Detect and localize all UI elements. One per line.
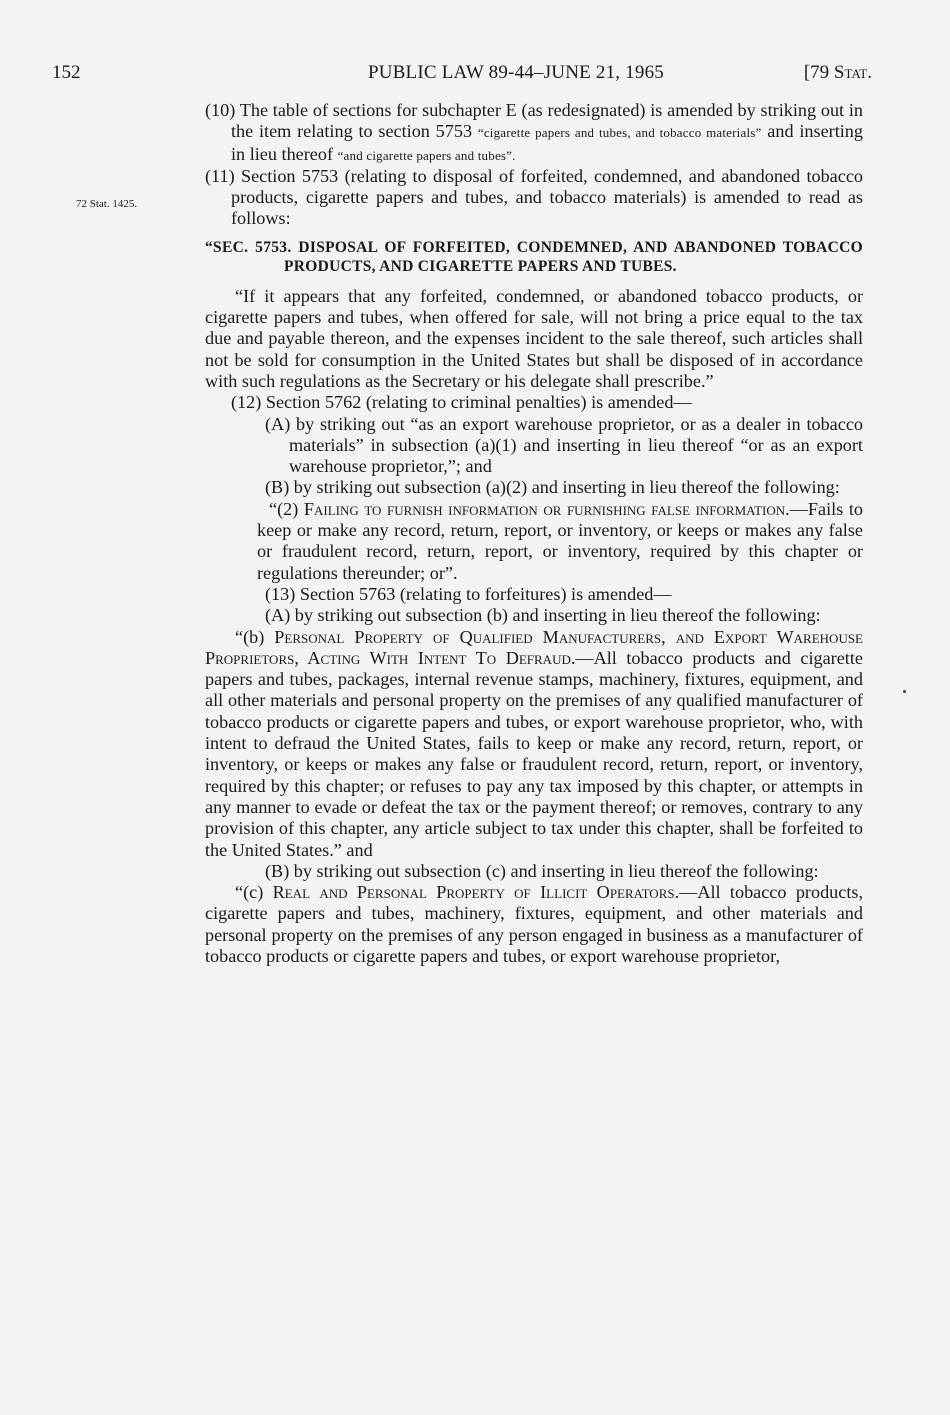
paragraph-12-b: (B) by striking out subsection (a)(2) and inserting in lieu thereof the following: bbox=[265, 477, 840, 498]
paragraph-13-quote-b-lead: “(b) bbox=[235, 626, 275, 647]
paragraph-10-text: (10) The table of sections for subchapter E (as redesignated) is amended by striking out in the item relating to section 5753 bbox=[205, 100, 863, 142]
paragraph-13-quote-c-text: —All tobacco products, cigarette papers and tubes, machinery, fixtures, equipment, and other materials and personal property on the premises of any person engaged in business as a manufacturer of tobacco products or cigarette papers and tubes, or export warehouse proprietor, bbox=[205, 882, 864, 966]
stray-mark bbox=[903, 690, 906, 693]
paragraph-10 bbox=[205, 100, 863, 166]
paragraph-12-quote-lead: “(2) bbox=[269, 498, 304, 519]
page-number: 152 bbox=[52, 62, 81, 83]
paragraph-13-b: (B) by striking out subsection (c) and inserting in lieu thereof the following: bbox=[265, 860, 819, 881]
paragraph-13-quote-b bbox=[205, 627, 863, 861]
paragraph-10-text-2: and inserting in lieu thereof bbox=[231, 121, 863, 164]
paragraph-13-quote-b-heading: Personal Property of Qualified Manufacturers, and Export Warehouse Proprietors, Acting With Intent To Defraud. bbox=[205, 626, 863, 668]
paragraph-11: (11) Section 5753 (relating to disposal of forfeited, condemned, and abandoned tobacco products, cigarette papers and tubes, and tobacco materials) is amended to read as follows: bbox=[205, 165, 863, 229]
running-header bbox=[52, 62, 872, 92]
section-heading: “SEC. 5753. DISPOSAL OF FORFEITED, CONDEMNED, AND ABANDONED TOBACCO PRODUCTS, AND CIGARETTE PAPERS AND TUBES. bbox=[205, 238, 863, 275]
margin-citation: 72 Stat. 1425. bbox=[76, 198, 138, 210]
volume-citation: [79 Stat. bbox=[803, 62, 872, 83]
paragraph-12-quote-heading: Failing to furnish information or furnishing false information. bbox=[303, 498, 790, 519]
document-body bbox=[205, 100, 863, 967]
paragraph-10-quote-1: “cigarette papers and tubes, and tobacco materials” bbox=[477, 125, 762, 141]
paragraph-13-quote-b-text: —All tobacco products and cigarette papers and tubes, packages, internal revenue stamps, machinery, fixtures, equipment, and all other materials and personal property on the premises of any qualified manufacturer of tobacco products or cigarette papers and tubes, or export warehouse proprietor, who, with intent to defraud the United States, fails to keep or make any record, return, report, or inventory, or keeps or makes any false or fraudulent record, return, report, or inventory, required by this chapter; or refuses to pay any tax imposed by this chapter, or attempts in any manner to evade or defeat the tax or the payment thereof; or removes, contrary to any provision of this chapter, any article subject to tax under this chapter, shall be forfeited to the United States.” and bbox=[205, 647, 863, 860]
paragraph-12: (12) Section 5762 (relating to criminal penalties) is amended— bbox=[231, 392, 692, 413]
paragraph-12-a: (A) by striking out “as an export warehouse proprietor, or as a dealer in tobacco materials” in subsection (a)(1) and inserting in lieu thereof “or as an export warehouse proprietor,”; and bbox=[265, 413, 863, 477]
paragraph-13-quote-c bbox=[205, 882, 863, 967]
section-5753-text: “If it appears that any forfeited, condemned, or abandoned tobacco products, or cigarette papers and tubes, when offered for sale, will not bring a price equal to the tax due and payable thereon, and the expenses incident to the sale thereof, such articles shall not be sold for consumption in the United States but shall be disposed of in accordance with such regulations as the Secretary or his delegate shall prescribe.” bbox=[205, 285, 863, 391]
paragraph-10-quote-2: “and cigarette papers and tubes”. bbox=[337, 147, 516, 163]
paragraph-13-quote-c-heading: Real and Personal Property of Illicit Operators. bbox=[272, 882, 680, 903]
paragraph-13-a: (A) by striking out subsection (b) and inserting in lieu thereof the following: bbox=[265, 605, 821, 626]
paragraph-13: (13) Section 5763 (relating to forfeitures) is amended— bbox=[265, 583, 672, 604]
paragraph-12-quote-text: —Fails to keep or make any record, return, report, or inventory, or keeps or makes any false or fraudulent record, return, report, or inventory, required by this chapter or regulations thereunder; or”. bbox=[257, 498, 863, 583]
paragraph-12-quote bbox=[205, 499, 863, 584]
page-title: PUBLIC LAW 89-44–JUNE 21, 1965 bbox=[368, 62, 664, 83]
paragraph-13-quote-c-lead: “(c) bbox=[235, 882, 273, 903]
